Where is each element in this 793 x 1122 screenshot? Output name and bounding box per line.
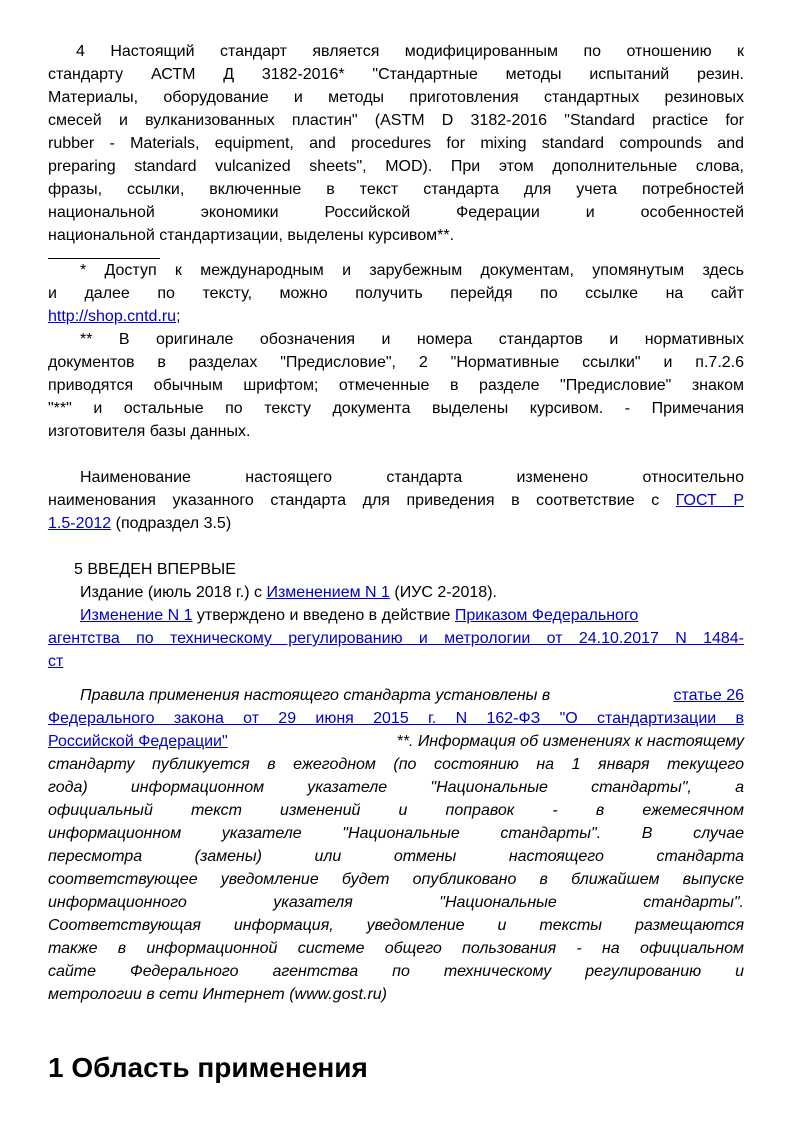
text-line (48, 650, 744, 673)
text-line: ** В оригинале обозначения и номера стандартов и нормативных (80, 331, 744, 348)
text-line (48, 489, 744, 512)
text-line (48, 707, 744, 730)
text-line: года) информационном указателе "Национальные стандарты", а (48, 779, 744, 796)
text-line: соответствующее уведомление будет опубликовано в ближайшем выпуске (48, 871, 744, 888)
text-line: стандарту АСТМ Д 3182-2016* "Стандартные методы испытаний резин. (48, 66, 744, 83)
order-link-end[interactable]: ст (48, 653, 64, 670)
text-line (48, 581, 744, 604)
text-line: preparing standard vulcanized sheets", MOD). При этом дополнительные слова, (48, 158, 744, 175)
text-line (48, 512, 744, 535)
text-span: Правила применения настоящего стандарта установлены в (80, 687, 551, 704)
text-line: информационного указателя "Национальные стандарты". (48, 894, 744, 911)
text-line (48, 684, 744, 707)
text-line: "**" и остальные по тексту документа выделены курсивом. - Примечания (48, 400, 744, 417)
footnote-2 (48, 328, 744, 443)
text-span: утверждено и введено в действие (192, 607, 455, 624)
footnote-1 (48, 259, 744, 328)
text-line (48, 730, 744, 753)
order-link[interactable]: Приказом Федерального (454, 607, 639, 624)
law-link[interactable]: Федерального закона от 29 июня 2015 г. N 162-ФЗ "О стандартизации в (48, 710, 744, 727)
text-line: Наименование настоящего стандарта изменено относительно (80, 469, 744, 486)
text-line: официальный текст изменений и поправок - в ежемесячном (48, 802, 744, 819)
text-line: фразы, ссылки, включенные в текст стандарта для учета потребностей (48, 181, 744, 198)
paragraph-5 (48, 558, 744, 673)
text-span: Издание (июль 2018 г.) с (80, 584, 267, 601)
text-line: приводятся обычным шрифтом; отмеченные в разделе "Предисловие" знаком (48, 377, 744, 394)
text-line (48, 604, 744, 627)
text-line: изготовителя базы данных. (48, 423, 251, 440)
text-line: также в информационной системе общего пользования - на официальном (48, 940, 744, 957)
text-span: (подраздел 3.5) (111, 515, 232, 532)
text-line: метрологии в сети Интернет (www.gost.ru) (48, 986, 387, 1003)
text-line: документов в разделах "Предисловие", 2 "Нормативные ссылки" и п.7.2.6 (48, 354, 744, 371)
text-line: смесей и вулканизованных пластин" (ASTM D 3182-2016 "Standard practice for (48, 112, 744, 129)
text-line: сайте Федерального агентства по техническому регулированию и (48, 963, 744, 980)
gost-link[interactable]: ГОСТ Р (675, 492, 744, 509)
text-line: национальной стандартизации, выделены курсивом**. (48, 227, 455, 244)
text-line: rubber - Materials, equipment, and procedures for mixing standard compounds and (48, 135, 744, 152)
text-line: Соответствующая информация, уведомление и тексты размещаются (48, 917, 744, 934)
text-span: наименования указанного стандарта для приведения в соответствие с (48, 492, 660, 509)
text-line: национальной экономики Российской Федерации и особенностей (48, 204, 744, 221)
text-line: * Доступ к международным и зарубежным документам, упомянутым здесь (80, 262, 744, 279)
text-span: (ИУС 2-2018). (389, 584, 497, 601)
article-link[interactable]: статье 26 (673, 687, 744, 704)
text-line: Материалы, оборудование и методы приготовления стандартных резиновых (48, 89, 744, 106)
rules-paragraph (48, 684, 744, 1006)
naming-paragraph (48, 466, 744, 535)
text-span: **. Информация об изменениях к настоящему (396, 733, 744, 750)
text-span: ; (176, 308, 181, 325)
text-line: стандарту публикуется в ежегодном (по состоянию на 1 января текущего (48, 756, 744, 773)
section-heading: 1 Область применения (48, 1052, 368, 1083)
text-line (48, 305, 744, 328)
gost-link-cont[interactable]: 1.5-2012 (48, 515, 112, 532)
document-body (48, 40, 744, 1006)
section-5-title: 5 ВВЕДЕН ВПЕРВЫЕ (74, 561, 236, 578)
text-line: информационном указателе "Национальные стандарты". В случае (48, 825, 744, 842)
law-link-end[interactable]: Российской Федерации" (48, 733, 228, 750)
change-1-link[interactable]: Изменение N 1 (80, 607, 193, 624)
shop-link[interactable]: http://shop.cntd.ru (48, 308, 177, 325)
paragraph-4 (48, 40, 744, 247)
text-line: и далее по тексту, можно получить перейдя по ссылке на сайт (48, 285, 744, 302)
text-line (48, 627, 744, 650)
text-line: 4 Настоящий стандарт является модифицированным по отношению к (76, 43, 744, 60)
change-link[interactable]: Изменением N 1 (266, 584, 390, 601)
text-line: пересмотра (замены) или отмены настоящего стандарта (48, 848, 744, 865)
order-link-cont[interactable]: агентства по техническому регулированию и метрологии от 24.10.2017 N 1484- (48, 630, 744, 647)
